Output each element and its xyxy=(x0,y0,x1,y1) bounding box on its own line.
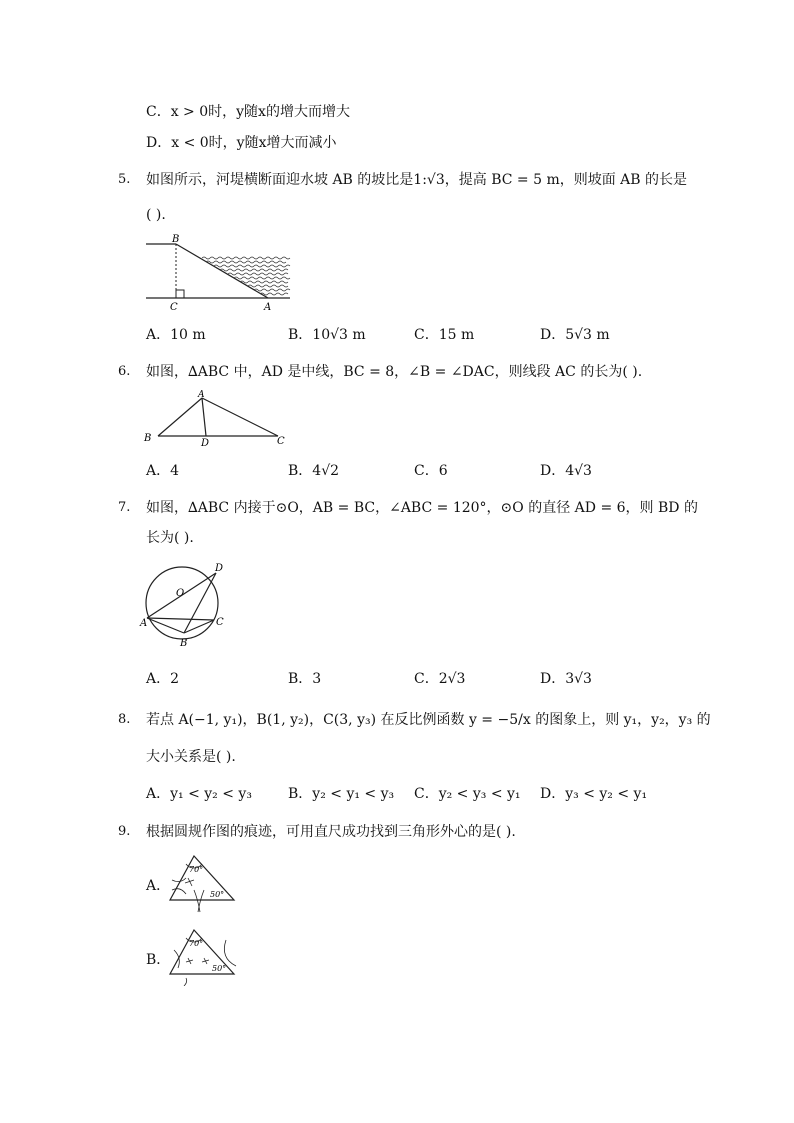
q8-option-d: D．y₃ < y₂ < y₁ xyxy=(540,786,648,802)
q6-label-c: C xyxy=(277,436,285,447)
q6-label-b: B xyxy=(144,433,152,444)
q5-option-b: B．10√3 m xyxy=(288,327,366,343)
q5-text-cont: ( ). xyxy=(146,207,166,223)
q6-figure xyxy=(140,388,300,448)
q7-label-a: A xyxy=(140,618,148,629)
q7-option-c: C．2√3 xyxy=(414,671,466,687)
q9b-angle-top: 70° xyxy=(189,939,204,948)
q5-text: 如图所示，河堤横断面迎水坡 AB 的坡比是1:√3，提高 BC = 5 m，则坡面 AB 的长是 xyxy=(146,172,688,188)
q6-label-d: D xyxy=(201,438,210,448)
q6-number: 6. xyxy=(118,364,131,379)
q6-text: 如图，∆ABC 中，AD 是中线，BC = 8，∠B = ∠DAC，则线段 AC 的长为( ). xyxy=(146,364,643,380)
q7-label-b: B xyxy=(180,638,188,649)
q8-option-b: B．y₂ < y₁ < y₃ xyxy=(288,786,395,802)
q9a-angle-top: 70° xyxy=(189,865,204,874)
q9-option-b: B． xyxy=(146,952,171,968)
q5-figure xyxy=(140,232,300,314)
q8-text: 若点 A(−1, y₁)，B(1, y₂)，C(3, y₃) 在反比例函数 y = −5/x 的图象上，则 y₁，y₂，y₃ 的 xyxy=(146,712,711,728)
q7-label-c: C xyxy=(216,617,224,628)
q7-option-b: B．3 xyxy=(288,671,322,687)
q7-option-d: D．3√3 xyxy=(540,671,592,687)
q7-text-cont: 长为( ). xyxy=(146,530,194,546)
q7-option-a: A．2 xyxy=(146,671,180,687)
q9-option-a: A． xyxy=(146,878,171,894)
q7-figure xyxy=(138,560,238,652)
q9a-angle-right: 50° xyxy=(210,890,225,899)
q7-label-o: O xyxy=(176,588,185,599)
q5-option-d: D．5√3 m xyxy=(540,327,610,343)
water-hatching xyxy=(202,257,290,295)
q5-label-a: A xyxy=(264,302,272,313)
q7-text: 如图，∆ABC 内接于⊙O，AB = BC，∠ABC = 120°，⊙O 的直径 AD = 6，则 BD 的 xyxy=(146,500,698,516)
q6-option-d: D．4√3 xyxy=(540,463,592,479)
q9-figure-a xyxy=(164,850,240,914)
q6-option-b: B．4√2 xyxy=(288,463,340,479)
q5-label-b: B xyxy=(172,234,180,245)
q9b-angle-right: 50° xyxy=(212,964,227,973)
q8-option-a: A．y₁ < y₂ < y₃ xyxy=(146,786,252,802)
q6-option-c: C．6 xyxy=(414,463,448,479)
q5-label-c: C xyxy=(170,302,178,313)
q8-option-c: C．y₂ < y₃ < y₁ xyxy=(414,786,521,802)
q5-option-c: C．15 m xyxy=(414,327,475,343)
q6-option-a: A．4 xyxy=(146,463,180,479)
q7-label-d: D xyxy=(215,563,224,574)
q9-number: 9. xyxy=(118,824,131,839)
q6-label-a: A xyxy=(198,390,205,400)
q8-text-cont: 大小关系是( ). xyxy=(146,749,236,765)
q8-number: 8. xyxy=(118,712,131,727)
q5-option-a: A．10 m xyxy=(146,327,206,343)
q9-figure-b xyxy=(164,924,244,986)
q4-option-c: C．x > 0时，y随x的增大而增大 xyxy=(146,104,350,120)
q5-number: 5. xyxy=(118,172,131,187)
q9-text: 根据圆规作图的痕迹，可用直尺成功找到三角形外心的是( ). xyxy=(146,824,516,840)
q4-option-d: D．x < 0时，y随x增大而减小 xyxy=(146,135,337,151)
q7-number: 7. xyxy=(118,500,131,515)
